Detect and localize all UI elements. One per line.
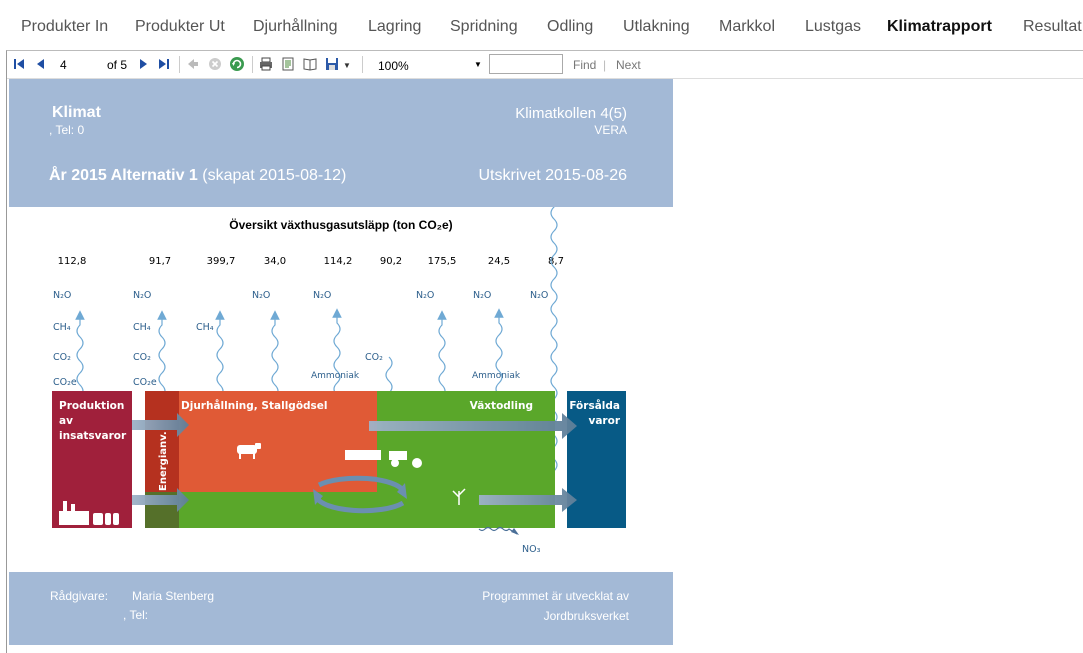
gas-label: N₂O xyxy=(252,290,271,301)
advisor-tel: , Tel: xyxy=(123,608,149,622)
find-separator: | xyxy=(603,58,607,72)
value-label: 34,0 xyxy=(263,256,287,267)
page-setup-icon[interactable] xyxy=(302,56,318,72)
gas-label: CO₂ xyxy=(133,352,151,363)
tab-spridning[interactable]: Spridning xyxy=(450,18,518,35)
report-footer xyxy=(9,572,673,645)
gas-label: CH₄ xyxy=(53,322,71,333)
gas-label: N₂O xyxy=(416,290,435,301)
gas-label: CO₂ xyxy=(365,352,383,363)
previous-page-icon[interactable] xyxy=(33,56,49,72)
page-count-label: of 5 xyxy=(107,58,128,72)
value-label: 399,7 xyxy=(206,256,236,267)
stop-icon[interactable] xyxy=(207,56,223,72)
value-label: 112,8 xyxy=(57,256,87,267)
diagram-title: Översikt växthusgasutsläpp (ton CO₂e) xyxy=(229,218,453,232)
first-page-icon[interactable] xyxy=(11,56,27,72)
zoom-value: 100% xyxy=(378,59,409,73)
value-label: 24,5 xyxy=(487,256,511,267)
gas-label: CH₄ xyxy=(133,322,151,333)
tab-markkol[interactable]: Markkol xyxy=(719,18,776,35)
tab-utlakning[interactable]: Utlakning xyxy=(623,18,690,35)
program-credit-line2: Jordbruksverket xyxy=(543,609,629,623)
gas-label: N₂O xyxy=(313,290,332,301)
tab-klimatrapport[interactable]: Klimatrapport xyxy=(887,18,992,35)
value-label: 90,2 xyxy=(379,256,403,267)
value-label: 114,2 xyxy=(323,256,353,267)
advisor-name: Maria Stenberg xyxy=(132,589,215,603)
current-page-input[interactable] xyxy=(57,56,100,73)
report-title: År 2015 Alternativ 1 (skapat 2015-08-12) xyxy=(49,167,347,184)
next-page-icon[interactable] xyxy=(135,56,151,72)
program-credit-line1: Programmet är utvecklat av xyxy=(482,589,629,603)
top-navigation xyxy=(0,0,1083,50)
report-header xyxy=(9,79,673,207)
find-next-link[interactable]: Next xyxy=(616,58,641,72)
box-label: varor xyxy=(588,415,620,427)
advisor-label: Rådgivare: xyxy=(50,589,109,603)
vera-label: VERA xyxy=(594,123,627,137)
value-label: 8,7 xyxy=(548,256,564,267)
box-label: insatsvaror xyxy=(59,430,127,442)
find-link[interactable]: Find xyxy=(573,58,597,72)
gas-label: N₂O xyxy=(53,290,72,301)
org-tel: , Tel: 0 xyxy=(49,123,85,137)
gas-label: Ammoniak xyxy=(472,371,521,381)
diagram-canvas xyxy=(9,207,673,572)
tab-odling[interactable]: Odling xyxy=(547,18,594,35)
back-icon[interactable] xyxy=(185,56,201,72)
export-icon[interactable] xyxy=(324,56,340,72)
box-label: Växtodling xyxy=(469,400,533,412)
last-page-icon[interactable] xyxy=(156,56,172,72)
tab-produkter-ut[interactable]: Produkter Ut xyxy=(135,18,225,35)
zoom-dropdown-icon[interactable]: ▼ xyxy=(474,60,482,69)
gas-label: CO₂ xyxy=(53,352,71,363)
tab-produkter-in[interactable]: Produkter In xyxy=(21,18,109,35)
org-name: Klimat xyxy=(52,104,101,121)
box-label: Energianv. xyxy=(158,431,169,491)
box-label: av xyxy=(59,415,73,427)
box-label: Försålda xyxy=(569,400,620,412)
value-label: 175,5 xyxy=(427,256,457,267)
value-label: 91,7 xyxy=(148,256,172,267)
print-icon[interactable] xyxy=(258,56,274,72)
print-layout-icon[interactable] xyxy=(280,56,296,72)
tab-lagring[interactable]: Lagring xyxy=(368,18,422,35)
box-label: Produktion xyxy=(59,400,125,412)
box-label: Djurhållning, Stallgödsel xyxy=(181,400,328,412)
export-dropdown-icon[interactable]: ▼ xyxy=(343,61,351,70)
emissions-diagram xyxy=(9,207,673,572)
gas-label: Ammoniak xyxy=(311,371,360,381)
refresh-icon[interactable] xyxy=(229,56,245,72)
printed-date: Utskrivet 2015-08-26 xyxy=(478,167,627,184)
find-input[interactable] xyxy=(489,54,563,74)
tab-resultat[interactable]: Resultat xyxy=(1023,18,1082,35)
gas-label: N₂O xyxy=(133,290,152,301)
gas-label: N₂O xyxy=(473,290,492,301)
gas-label: CO₂e xyxy=(53,377,77,388)
gas-label: N₂O xyxy=(530,290,549,301)
document-id: Klimatkollen 4(5) xyxy=(515,105,627,122)
gas-label: NO₃ xyxy=(522,544,541,555)
tab-lustgas[interactable]: Lustgas xyxy=(805,18,862,35)
gas-label: CO₂e xyxy=(133,377,157,388)
gas-label: CH₄ xyxy=(196,322,214,333)
report-page xyxy=(9,79,673,645)
tab-djurhallning[interactable]: Djurhållning xyxy=(253,18,338,35)
